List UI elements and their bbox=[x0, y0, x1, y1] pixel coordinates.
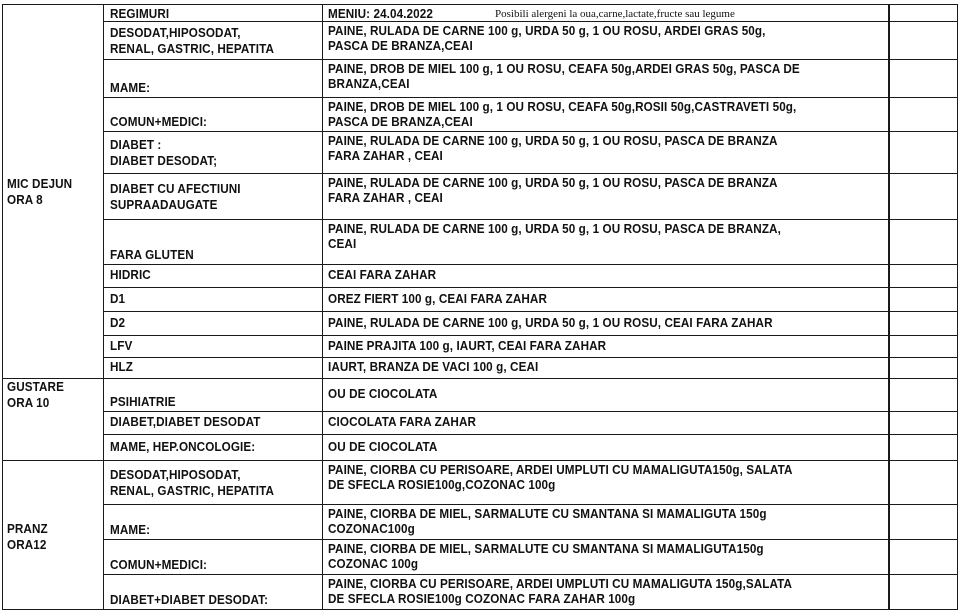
meal-divider bbox=[2, 378, 957, 379]
menu-line: FARA ZAHAR , CEAI bbox=[328, 190, 443, 205]
row-divider bbox=[103, 287, 957, 288]
menu-line: PAINE, RULADA DE CARNE 100 g, URDA 50 g, 1 OU ROSU, PASCA DE BRANZA bbox=[328, 133, 778, 148]
meal-name: PRANZ bbox=[7, 521, 48, 536]
menu-line: PAINE, CIORBA DE MIEL, SARMALUTE CU SMANTANA SI MAMALIGUTA150g bbox=[328, 541, 764, 556]
border-menu-extra bbox=[888, 4, 890, 610]
menu-line: PAINE, RULADA DE CARNE 100 g, URDA 50 g, 1 OU ROSU, PASCA DE BRANZA, bbox=[328, 221, 781, 236]
menu-line: BRANZA,CEAI bbox=[328, 76, 410, 91]
menu-line: PAINE, RULADA DE CARNE 100 g, URDA 50 g, 1 OU ROSU, PASCA DE BRANZA bbox=[328, 175, 778, 190]
meal-time: ORA12 bbox=[7, 537, 47, 552]
menu-line: PAINE, CIORBA CU PERISOARE, ARDEI UMPLUTI CU MAMALIGUTA150g, SALATA bbox=[328, 462, 793, 477]
row-divider bbox=[103, 539, 957, 540]
menu-line: OU DE CIOCOLATA bbox=[328, 438, 438, 454]
regime-label: COMUN+MEDICI: bbox=[110, 114, 208, 129]
menu-line: PAINE, DROB DE MIEL 100 g, 1 OU ROSU, CEAFA 50g,ROSII 50g,CASTRAVETI 50g, bbox=[328, 99, 797, 114]
menu-line: PAINE, CIORBA DE MIEL, SARMALUTE CU SMANTANA SI MAMALIGUTA 150g bbox=[328, 506, 767, 521]
menu-line: PAINE, RULADA DE CARNE 100 g, URDA 50 g, 1 OU ROSU, ARDEI GRAS 50g, bbox=[328, 23, 766, 38]
regime-label: D2 bbox=[110, 314, 126, 330]
regime-label: LFV bbox=[110, 337, 133, 353]
meal-divider bbox=[2, 460, 957, 461]
row-divider bbox=[103, 411, 957, 412]
menu-line: PASCA DE BRANZA,CEAI bbox=[328, 38, 473, 53]
row-divider bbox=[103, 97, 957, 98]
regime-column-header: REGIMURI bbox=[110, 6, 170, 21]
regime-label: MAME: bbox=[110, 80, 151, 95]
menu-line: CEAI bbox=[328, 236, 357, 251]
menu-line: PAINE, RULADA DE CARNE 100 g, URDA 50 g, 1 OU ROSU, CEAI FARA ZAHAR bbox=[328, 314, 773, 330]
regime-label: HIDRIC bbox=[110, 267, 151, 282]
menu-line: DE SFECLA ROSIE100g,COZONAC 100g bbox=[328, 477, 556, 492]
regime-label: MAME, HEP.ONCOLOGIE: bbox=[110, 438, 256, 454]
regime-label: DESODAT,HIPOSODAT, bbox=[110, 467, 241, 482]
regime-label: RENAL, GASTRIC, HEPATITA bbox=[110, 483, 275, 498]
regime-label: DIABET DESODAT; bbox=[110, 153, 218, 168]
menu-line: FARA ZAHAR , CEAI bbox=[328, 148, 443, 163]
meal-time: ORA 10 bbox=[7, 395, 50, 410]
regime-label: DIABET : bbox=[110, 137, 162, 152]
meal-name: GUSTARE bbox=[7, 379, 64, 394]
row-divider bbox=[103, 59, 957, 60]
menu-date-header: MENIU: 24.04.2022 bbox=[328, 6, 433, 21]
regime-label: D1 bbox=[110, 290, 126, 306]
row-divider bbox=[103, 357, 957, 358]
menu-line: PAINE, CIORBA CU PERISOARE, ARDEI UMPLUTI CU MAMALIGUTA 150g,SALATA bbox=[328, 576, 793, 591]
regime-label: MAME: bbox=[110, 522, 151, 537]
border-left bbox=[2, 4, 3, 610]
row-divider bbox=[103, 311, 957, 312]
regime-label: COMUN+MEDICI: bbox=[110, 557, 208, 572]
allergen-note: Posibili alergeni la oua,carne,lactate,fructe sau legume bbox=[495, 8, 735, 20]
row-divider bbox=[103, 574, 957, 575]
meal-time: ORA 8 bbox=[7, 192, 43, 207]
menu-line: IAURT, BRANZA DE VACI 100 g, CEAI bbox=[328, 359, 539, 374]
regime-label: DESODAT,HIPOSODAT, bbox=[110, 25, 241, 40]
menu-line: OREZ FIERT 100 g, CEAI FARA ZAHAR bbox=[328, 290, 548, 306]
regime-label: SUPRAADAUGATE bbox=[110, 197, 218, 212]
border-right bbox=[957, 4, 958, 610]
menu-line: COZONAC 100g bbox=[328, 556, 419, 571]
row-divider bbox=[103, 264, 957, 265]
row-divider bbox=[103, 504, 957, 505]
regime-label: DIABET+DIABET DESODAT: bbox=[110, 592, 269, 607]
row-divider bbox=[103, 335, 957, 336]
menu-line: COZONAC100g bbox=[328, 521, 415, 536]
border-regime-menu bbox=[322, 4, 323, 610]
meal-name: MIC DEJUN bbox=[7, 176, 73, 191]
menu-line: DE SFECLA ROSIE100g COZONAC FARA ZAHAR 100g bbox=[328, 591, 636, 606]
regime-label: FARA GLUTEN bbox=[110, 247, 194, 262]
regime-label: RENAL, GASTRIC, HEPATITA bbox=[110, 41, 275, 56]
border-top bbox=[2, 4, 957, 5]
regime-label: PSIHIATRIE bbox=[110, 394, 176, 409]
menu-line: PASCA DE BRANZA,CEAI bbox=[328, 114, 473, 129]
menu-line: CEAI FARA ZAHAR bbox=[328, 267, 437, 282]
menu-line: PAINE, DROB DE MIEL 100 g, 1 OU ROSU, CEAFA 50g,ARDEI GRAS 50g, PASCA DE bbox=[328, 61, 800, 76]
row-divider bbox=[103, 131, 957, 132]
row-divider bbox=[103, 173, 957, 174]
menu-line: PAINE PRAJITA 100 g, IAURT, CEAI FARA ZAHAR bbox=[328, 337, 607, 353]
row-divider bbox=[103, 434, 957, 435]
regime-label: DIABET,DIABET DESODAT bbox=[110, 414, 261, 429]
border-meal-regime bbox=[103, 4, 104, 610]
menu-line: OU DE CIOCOLATA bbox=[328, 386, 438, 401]
row-divider bbox=[103, 219, 957, 220]
row-divider bbox=[103, 21, 957, 22]
regime-label: HLZ bbox=[110, 359, 134, 374]
regime-label: DIABET CU AFECTIUNI bbox=[110, 181, 241, 196]
menu-line: CIOCOLATA FARA ZAHAR bbox=[328, 414, 477, 429]
